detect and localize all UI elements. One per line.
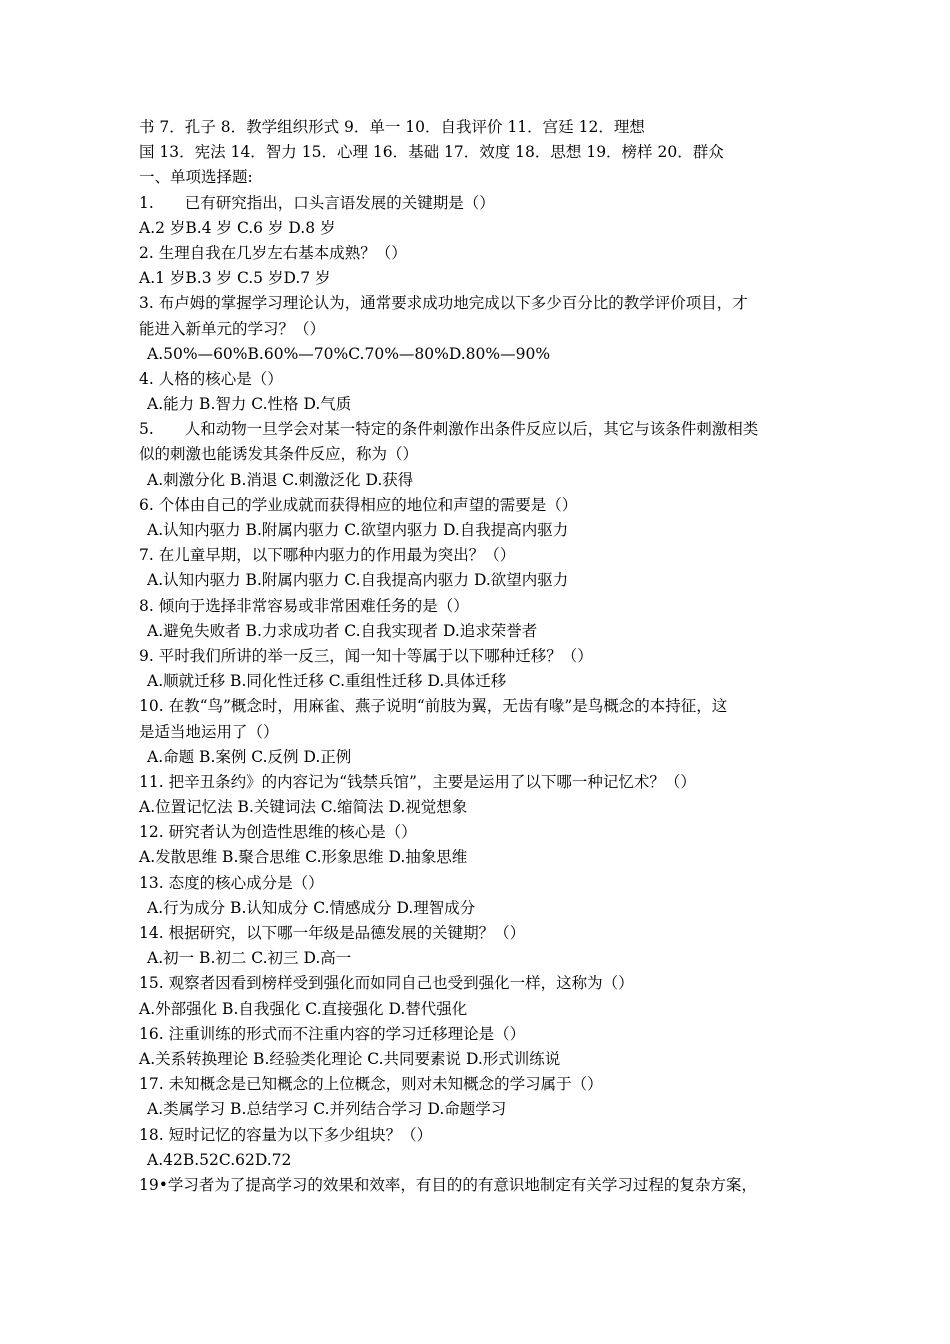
text-line: 4. 人格的核心是（）: [139, 369, 283, 388]
text-line: A.刺激分化 B.消退 C.刺激泛化 D.获得: [147, 470, 414, 489]
text-line: A.关系转换理论 B.经验类化理论 C.共同要素说 D.形式训练说: [139, 1049, 561, 1068]
text-line: 19•学习者为了提高学习的效果和效率，有目的的有意识地制定有关学习过程的复杂方案，: [139, 1175, 757, 1194]
document-body: [139, 115, 829, 1198]
text-line: A.1 岁B.3 岁 C.5 岁D.7 岁: [139, 269, 331, 288]
text-line: 是适当地运用了（）: [139, 722, 279, 741]
text-line: 14. 根据研究，以下哪一年级是品德发展的关键期？（）: [139, 924, 526, 942]
text-line: A.2 岁B.4 岁 C.6 岁 D.8 岁: [139, 218, 336, 237]
text-line: A.认知内驱力 B.附属内驱力 C.欲望内驱力 D.自我提高内驱力: [147, 521, 569, 539]
text-line: 13. 态度的核心成分是（）: [139, 873, 324, 892]
text-line: 8. 倾向于选择非常容易或非常困难任务的是（）: [139, 596, 469, 615]
text-line: 5. 人和动物一旦学会对某一特定的条件刺激作出条件反应以后，其它与该条件刺激相类: [139, 420, 759, 439]
text-line: A.类属学习 B.总结学习 C.并列结合学习 D.命题学习: [147, 1100, 507, 1119]
text-line: A.位置记忆法 B.关键词法 C.缩简法 D.视觉想象: [139, 798, 468, 817]
text-line: 国 13．宪法 14．智力 15．心理 16．基础 17．效度 18．思想 19．榜样 20．群众: [139, 143, 724, 162]
text-line: A.42B.52C.62D.72: [147, 1150, 292, 1169]
text-line: 7. 在儿童早期，以下哪种内驱力的作用最为突出？（）: [139, 546, 516, 565]
text-line: A.发散思维 B.聚合思维 C.形象思维 D.抽象思维: [139, 848, 468, 867]
text-line: A.行为成分 B.认知成分 C.情感成分 D.理智成分: [147, 898, 476, 917]
text-line: 9. 平时我们所讲的举一反三，闻一知十等属于以下哪种迁移？（）: [139, 646, 593, 665]
text-line: A.命题 B.案例 C.反例 D.正例: [147, 747, 352, 766]
text-line: A.外部强化 B.自我强化 C.直接强化 D.替代强化: [139, 999, 468, 1018]
text-line: 18. 短时记忆的容量为以下多少组块？（）: [139, 1125, 433, 1144]
text-line: 2. 生理自我在几岁左右基本成熟？（）: [139, 243, 407, 262]
text-line: 能进入新单元的学习？（）: [139, 319, 326, 338]
text-line: A.避免失败者 B.力求成功者 C.自我实现者 D.追求荣誉者: [147, 621, 538, 640]
text-line: 似的刺激也能诱发其条件反应，称为（）: [139, 445, 419, 464]
text-line: 12. 研究者认为创造性思维的核心是（）: [139, 823, 417, 842]
text-line: 书 7．孔子 8．教学组织形式 9．单一 10．自我评价 11．宫廷 12．理想: [139, 118, 645, 136]
text-line: 15. 观察者因看到榜样受到强化而如同自己也受到强化一样，这称为（）: [139, 974, 634, 993]
text-line: 一、单项选择题:: [139, 168, 253, 187]
text-line: 10. 在教“鸟”概念时，用麻雀、燕子说明“前肢为翼，无齿有喙”是鸟概念的本持征，这: [139, 697, 728, 716]
text-line: 17. 未知概念是已知概念的上位概念，则对未知概念的学习属于（）: [139, 1075, 603, 1094]
text-line: 11. 把辛丑条约》的内容记为“钱禁兵馆”，主要是运用了以下哪一种记忆术？（）: [139, 772, 696, 791]
text-line: A.顺就迁移 B.同化性迁移 C.重组性迁移 D.具体迁移: [147, 672, 507, 691]
text-line: A.能力 B.智力 C.性格 D.气质: [147, 395, 352, 414]
text-line: 1. 已有研究指出，口头言语发展的关键期是（）: [139, 193, 495, 212]
text-line: A.50%—60%B.60%—70%C.70%—80%D.80%—90%: [147, 344, 551, 363]
text-line: 3. 布卢姆的掌握学习理论认为，通常要求成功地完成以下多少百分比的教学评价项目，才: [139, 294, 748, 313]
text-line: 6. 个体由自己的学业成就而获得相应的地位和声望的需要是（）: [139, 495, 578, 514]
text-line: 16. 注重训练的形式而不注重内容的学习迁移理论是（）: [139, 1024, 526, 1043]
text-line: A.认知内驱力 B.附属内驱力 C.自我提高内驱力 D.欲望内驱力: [147, 571, 569, 590]
text-line: A.初一 B.初二 C.初三 D.高一: [147, 949, 352, 968]
